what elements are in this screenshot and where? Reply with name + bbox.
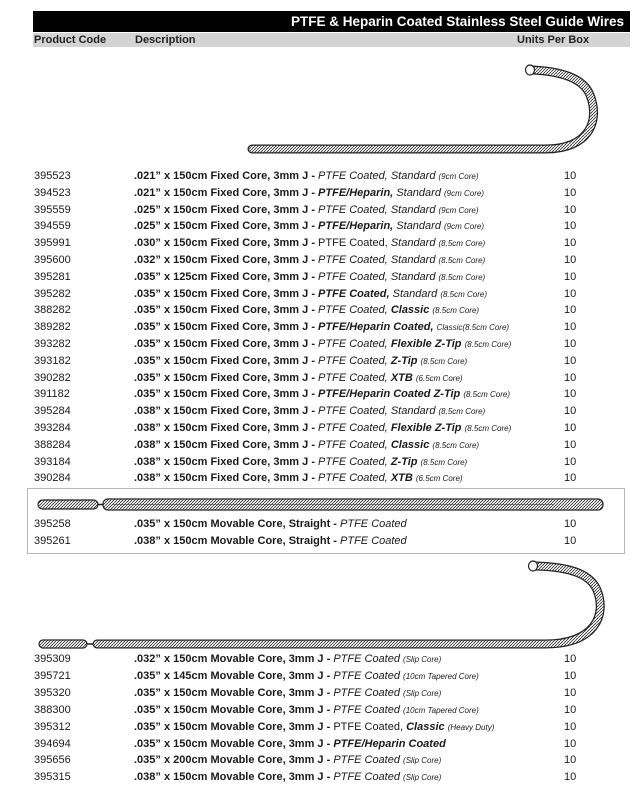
- coating-detail: (Heavy Duty): [447, 722, 495, 732]
- coating-detail: PTFE Coated: [340, 518, 407, 530]
- coating-detail: (8.5cm Core): [438, 407, 486, 417]
- product-description: [134, 353, 467, 370]
- product-description: [134, 533, 407, 550]
- product-code: 395315: [34, 771, 71, 784]
- product-row: [0, 185, 635, 202]
- product-row: [0, 437, 635, 454]
- product-row: [0, 168, 635, 185]
- product-description: [134, 235, 485, 252]
- coating-detail: PTFE Coated,: [318, 170, 391, 182]
- units-per-box: 10: [564, 287, 577, 300]
- units-per-box: 10: [564, 422, 577, 434]
- product-description: [134, 218, 484, 235]
- product-row: [0, 336, 635, 353]
- product-description: [134, 454, 467, 471]
- units-per-box: 10: [564, 338, 577, 350]
- product-code: 389282: [34, 321, 71, 334]
- product-code: 394523: [34, 186, 71, 199]
- product-code: 388300: [34, 703, 71, 716]
- product-row: [0, 319, 635, 336]
- wire-spec: .035” x 200cm Movable Core, 3mm J -: [134, 754, 334, 767]
- coating-detail: (Slip Core): [403, 655, 442, 664]
- product-row: [0, 736, 635, 753]
- wire-spec: .035” x 125cm Fixed Core, 3mm J -: [134, 270, 319, 283]
- coating-detail: PTFE Coated,: [318, 438, 391, 451]
- units-per-box: 10: [564, 686, 577, 699]
- units-per-box: 10: [564, 405, 577, 418]
- units-per-box: 10: [564, 703, 577, 716]
- product-code: 395312: [34, 720, 71, 733]
- coating-detail: PTFE Coated,: [318, 422, 391, 434]
- coating-detail: Z-Tip: [390, 354, 421, 367]
- coating-detail: PTFE Coated: [333, 669, 404, 682]
- wire-spec: .035” x 150cm Movable Core, 3mm J -: [134, 703, 334, 716]
- product-row: [0, 218, 635, 235]
- product-row: [0, 668, 635, 685]
- wire-spec: .021” x 150cm Fixed Core, 3mm J -: [134, 186, 319, 199]
- product-row: [0, 202, 635, 219]
- product-description: [134, 516, 407, 533]
- coating-detail: Flexible Z-Tip: [390, 422, 465, 434]
- product-row: [0, 420, 635, 437]
- coating-detail: PTFE Coated: [333, 703, 404, 716]
- coating-detail: PTFE Coated,: [333, 720, 407, 733]
- coating-detail: (9cm Core): [444, 222, 485, 232]
- product-description: [134, 168, 479, 185]
- units-per-box: 10: [564, 754, 577, 767]
- product-row: [0, 269, 635, 286]
- wire-spec: .038” x 150cm Fixed Core, 3mm J -: [134, 438, 319, 451]
- title-bar: [33, 11, 630, 32]
- units-per-box: 10: [564, 371, 577, 384]
- product-row: [0, 353, 635, 370]
- coating-detail: PTFE/Heparin Coated: [333, 737, 446, 750]
- coating-detail: PTFE/Heparin Coated Z-Tip: [318, 388, 464, 401]
- units-per-box: 10: [564, 472, 577, 485]
- wire-spec: .038” x 150cm Fixed Core, 3mm J -: [134, 422, 319, 434]
- wire-spec: .038” x 150cm Fixed Core, 3mm J -: [134, 472, 319, 485]
- wire-spec: .032” x 150cm Fixed Core, 3mm J -: [134, 254, 319, 266]
- coating-detail: (8.5cm Core): [463, 390, 510, 400]
- coating-detail: (10cm Tapered Core): [403, 705, 479, 715]
- product-row: [0, 302, 635, 319]
- product-row: [0, 370, 635, 387]
- product-description: [134, 420, 511, 437]
- product-row: [0, 533, 635, 550]
- product-row: [0, 386, 635, 403]
- coating-detail: Standard: [392, 287, 441, 300]
- product-code: 395282: [34, 287, 71, 300]
- product-code: 395281: [34, 270, 71, 283]
- product-row: [0, 403, 635, 420]
- units-per-box: 10: [564, 720, 577, 733]
- product-code: 393182: [34, 354, 71, 367]
- units-per-box: 10: [564, 653, 577, 665]
- product-code: 394694: [34, 737, 71, 750]
- units-per-box: 10: [564, 669, 577, 682]
- coating-detail: PTFE Coated,: [318, 405, 391, 418]
- movable-core-j-wire-illustration: [35, 560, 615, 655]
- product-code: 395991: [34, 237, 71, 250]
- product-code: 388284: [34, 438, 71, 451]
- wire-spec: .035” x 150cm Fixed Core, 3mm J -: [134, 287, 319, 300]
- coating-detail: Standard: [390, 170, 439, 182]
- product-description: [134, 437, 479, 454]
- product-code: 391182: [34, 388, 70, 401]
- units-per-box: 10: [564, 254, 577, 266]
- coating-detail: (8.5cm Core): [440, 289, 487, 299]
- coating-detail: Classic(8.5cm Core): [436, 323, 510, 333]
- coating-detail: PTFE Coated,: [318, 237, 391, 250]
- coating-detail: Standard: [390, 270, 439, 283]
- coating-detail: Standard: [396, 186, 444, 199]
- product-row: [0, 235, 635, 252]
- product-code: 395523: [34, 170, 71, 182]
- column-header-bar: [33, 33, 630, 47]
- product-code: 395559: [34, 203, 71, 216]
- coating-detail: PTFE Coated,: [318, 371, 391, 384]
- wire-spec: .030” x 150cm Fixed Core, 3mm J -: [134, 237, 319, 250]
- product-row: [0, 454, 635, 471]
- coating-detail: PTFE Coated,: [318, 338, 391, 350]
- wire-spec: .035” x 150cm Fixed Core, 3mm J -: [134, 338, 319, 350]
- product-row: [0, 252, 635, 269]
- wire-spec: .035” x 150cm Movable Core, Straight -: [134, 518, 341, 530]
- coating-detail: (6.5cm Core): [415, 474, 463, 484]
- coating-detail: PTFE Coated,: [318, 455, 391, 468]
- product-description: [134, 286, 487, 303]
- product-row: [0, 685, 635, 702]
- coating-detail: PTFE Coated,: [318, 203, 391, 216]
- wire-spec: .035” x 150cm Movable Core, 3mm J -: [134, 737, 334, 750]
- coating-detail: PTFE Coated,: [318, 354, 391, 367]
- product-row: [0, 702, 635, 719]
- coating-detail: PTFE Coated: [333, 754, 404, 767]
- product-code: 390282: [34, 371, 71, 384]
- coating-detail: Standard: [396, 220, 444, 233]
- header-units-per-box: Units Per Box: [517, 34, 590, 46]
- product-code: 393184: [34, 455, 71, 468]
- units-per-box: 10: [564, 737, 577, 750]
- coating-detail: (Slip Core): [403, 773, 442, 783]
- coating-detail: (9cm Core): [438, 172, 479, 181]
- coating-detail: Z-Tip: [390, 455, 421, 468]
- product-row: [0, 516, 635, 533]
- coating-detail: Standard: [390, 203, 439, 216]
- units-per-box: 10: [564, 771, 577, 784]
- product-description: [134, 736, 446, 753]
- coating-detail: (9cm Core): [438, 205, 479, 215]
- product-description: [134, 319, 509, 336]
- product-description: [134, 269, 485, 286]
- coating-detail: (10cm Tapered Core): [403, 671, 479, 681]
- product-description: [134, 185, 484, 202]
- units-per-box: 10: [564, 354, 577, 367]
- coating-detail: (Slip Core): [403, 688, 442, 698]
- coating-detail: Classic: [406, 720, 448, 733]
- product-description: [134, 769, 441, 786]
- product-code: 395320: [34, 686, 71, 699]
- units-per-box: 10: [564, 438, 577, 451]
- coating-detail: (8.5cm Core): [420, 457, 468, 467]
- product-description: [134, 202, 479, 219]
- coating-detail: (8.5cm Core): [438, 272, 486, 282]
- page-title: PTFE & Heparin Coated Stainless Steel Guide Wires: [291, 14, 624, 29]
- coating-detail: PTFE/Heparin,: [318, 220, 397, 233]
- coating-detail: (8.5cm Core): [438, 256, 486, 265]
- coating-detail: (8.5cm Core): [438, 239, 486, 249]
- product-description: [134, 252, 485, 269]
- coating-detail: Standard: [390, 254, 439, 266]
- coating-detail: (Slip Core): [403, 756, 442, 766]
- units-per-box: 10: [564, 186, 577, 199]
- wire-spec: .035” x 150cm Fixed Core, 3mm J -: [134, 321, 319, 334]
- coating-detail: (8.5cm Core): [464, 424, 512, 433]
- coating-detail: PTFE Coated,: [318, 254, 391, 266]
- product-code: 394559: [34, 220, 71, 233]
- wire-spec: .035” x 150cm Movable Core, 3mm J -: [134, 686, 334, 699]
- product-code: 395600: [34, 254, 71, 266]
- coating-detail: XTB: [390, 371, 416, 384]
- coating-detail: PTFE Coated,: [318, 304, 391, 317]
- coating-detail: Classic: [390, 438, 433, 451]
- product-row: [0, 651, 635, 668]
- fixed-core-j-wire-illustration: [245, 60, 615, 160]
- product-code: 395721: [34, 669, 71, 682]
- product-code: 395261: [34, 535, 71, 547]
- product-row: [0, 769, 635, 786]
- coating-detail: Standard: [390, 237, 439, 250]
- wire-spec: .035” x 150cm Fixed Core, 3mm J -: [134, 354, 319, 367]
- units-per-box: 10: [564, 270, 577, 283]
- wire-spec: .038” x 150cm Fixed Core, 3mm J -: [134, 405, 319, 418]
- coating-detail: PTFE Coated: [333, 771, 404, 784]
- wire-spec: .025” x 150cm Fixed Core, 3mm J -: [134, 220, 319, 233]
- header-product-code: Product Code: [34, 34, 107, 46]
- coating-detail: PTFE Coated: [340, 535, 407, 547]
- coating-detail: (8.5cm Core): [464, 340, 512, 349]
- coating-detail: PTFE/Heparin Coated,: [318, 321, 437, 334]
- product-description: [134, 302, 479, 319]
- product-description: [134, 336, 511, 353]
- product-description: [134, 685, 441, 702]
- units-per-box: 10: [564, 321, 577, 334]
- units-per-box: 10: [564, 220, 577, 233]
- wire-spec: .025” x 150cm Fixed Core, 3mm J -: [134, 203, 319, 216]
- units-per-box: 10: [564, 388, 577, 401]
- product-code: 395309: [34, 653, 71, 665]
- product-description: [134, 752, 441, 769]
- coating-detail: PTFE Coated,: [318, 472, 391, 485]
- product-description: [134, 386, 510, 403]
- wire-spec: .035” x 150cm Fixed Core, 3mm J -: [134, 371, 319, 384]
- product-code: 395284: [34, 405, 71, 418]
- product-description: [134, 702, 479, 719]
- product-description: [134, 470, 463, 487]
- coating-detail: Flexible Z-Tip: [390, 338, 465, 350]
- coating-detail: Classic: [390, 304, 433, 317]
- wire-spec: .021” x 150cm Fixed Core, 3mm J -: [134, 170, 319, 182]
- wire-spec: .038” x 150cm Fixed Core, 3mm J -: [134, 455, 319, 468]
- units-per-box: 10: [564, 455, 577, 468]
- wire-spec: .035” x 145cm Movable Core, 3mm J -: [134, 669, 334, 682]
- wire-spec: .032” x 150cm Movable Core, 3mm J -: [134, 653, 334, 665]
- units-per-box: 10: [564, 170, 577, 182]
- coating-detail: PTFE Coated,: [318, 287, 393, 300]
- product-code: 393284: [34, 422, 71, 434]
- product-code: 390284: [34, 472, 71, 485]
- coating-detail: Standard: [390, 405, 439, 418]
- wire-spec: .038” x 150cm Movable Core, Straight -: [134, 535, 341, 547]
- product-row: [0, 470, 635, 487]
- product-code: 393282: [34, 338, 71, 350]
- wire-spec: .038” x 150cm Movable Core, 3mm J -: [134, 771, 334, 784]
- product-row: [0, 752, 635, 769]
- product-row: [0, 286, 635, 303]
- units-per-box: 10: [564, 304, 577, 317]
- product-code: 395656: [34, 754, 71, 767]
- coating-detail: (9cm Core): [444, 188, 485, 198]
- coating-detail: PTFE/Heparin,: [318, 186, 397, 199]
- product-row: [0, 719, 635, 736]
- coating-detail: (8.5cm Core): [432, 306, 480, 316]
- product-description: [134, 403, 485, 420]
- product-description: [134, 719, 494, 736]
- product-code: 388282: [34, 304, 71, 317]
- product-description: [134, 668, 479, 685]
- coating-detail: (8.5cm Core): [432, 440, 480, 450]
- product-description: [134, 370, 463, 387]
- units-per-box: 10: [564, 203, 577, 216]
- units-per-box: 10: [564, 518, 577, 530]
- coating-detail: PTFE Coated: [333, 653, 404, 665]
- coating-detail: (6.5cm Core): [415, 373, 463, 383]
- wire-spec: .035” x 150cm Movable Core, 3mm J -: [134, 720, 334, 733]
- coating-detail: (8.5cm Core): [420, 356, 468, 366]
- coating-detail: XTB: [390, 472, 416, 485]
- coating-detail: PTFE Coated: [333, 686, 404, 699]
- units-per-box: 10: [564, 237, 577, 250]
- product-description: [134, 651, 441, 668]
- coating-detail: PTFE Coated,: [318, 270, 391, 283]
- header-description: Description: [135, 34, 196, 46]
- wire-spec: .035” x 150cm Fixed Core, 3mm J -: [134, 304, 319, 317]
- wire-spec: .035” x 150cm Fixed Core, 3mm J -: [134, 388, 319, 401]
- product-code: 395258: [34, 518, 71, 530]
- units-per-box: 10: [564, 535, 577, 547]
